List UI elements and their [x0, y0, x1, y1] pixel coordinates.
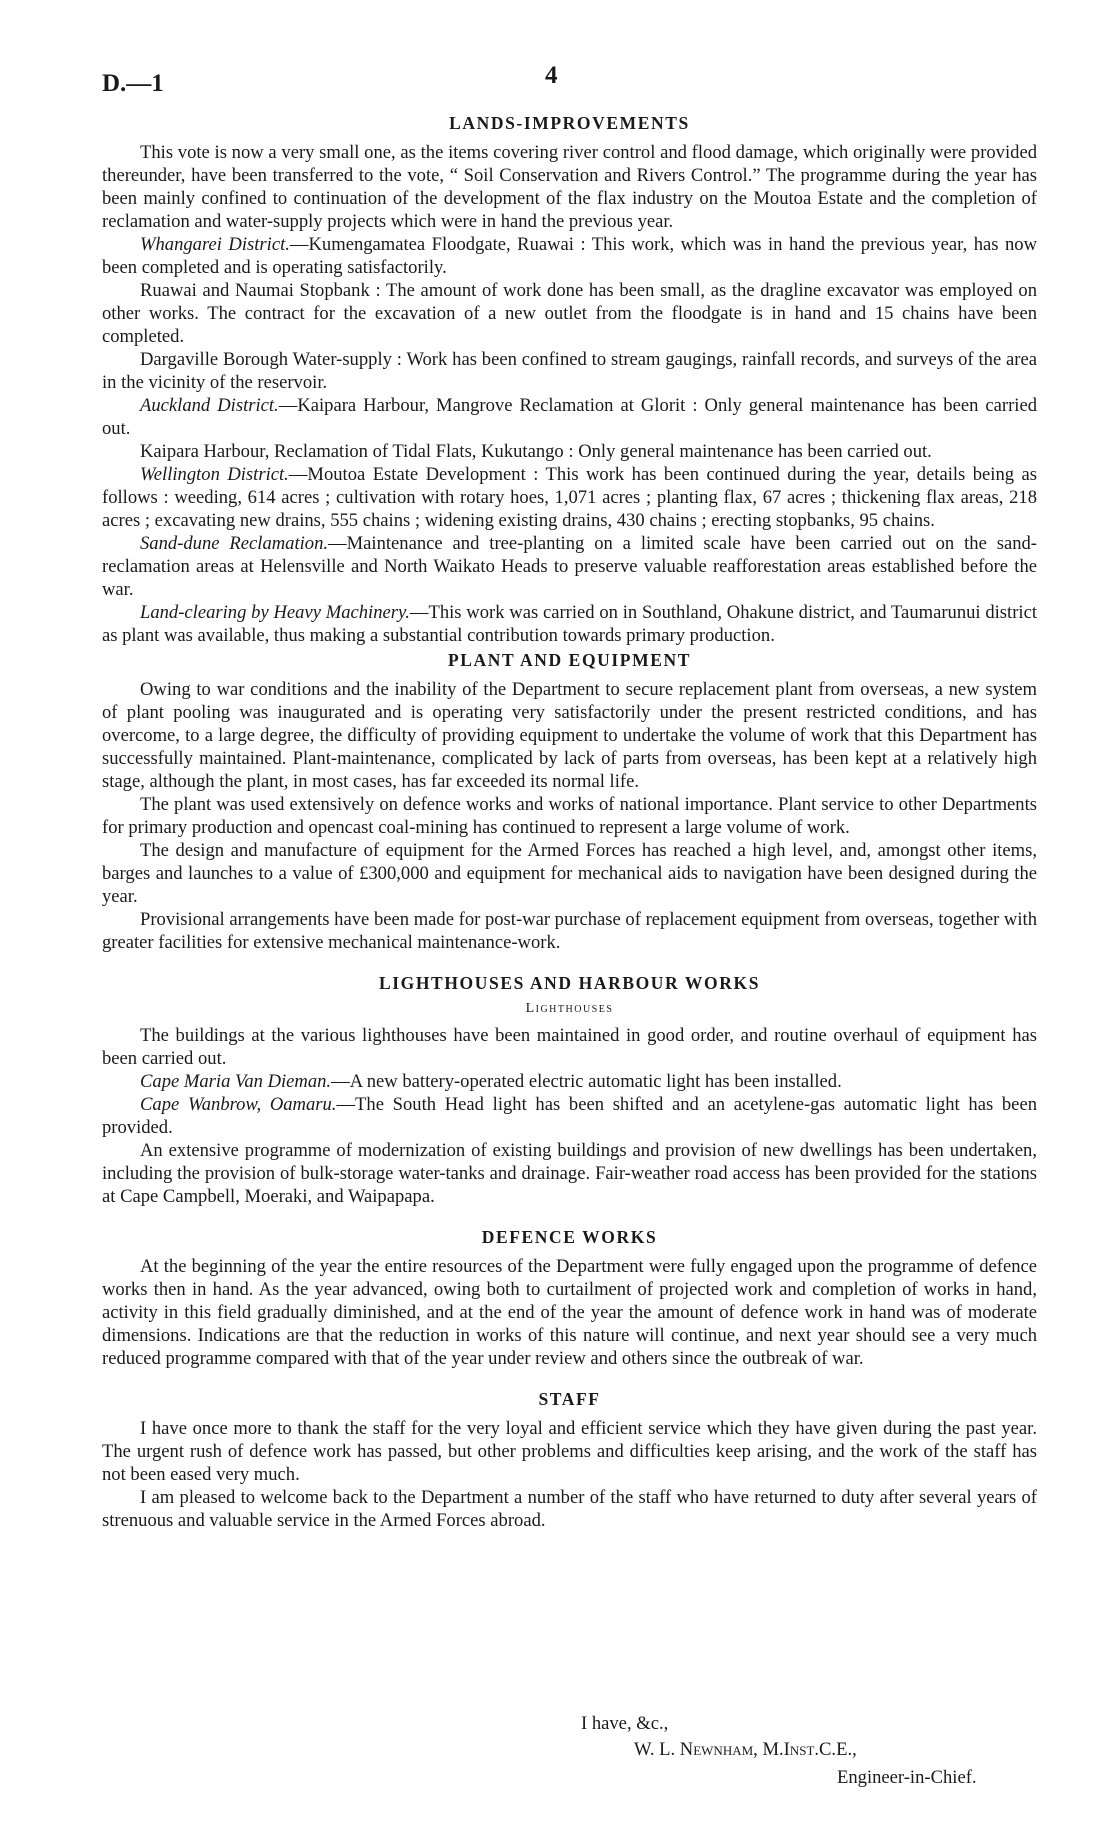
- paragraph: [102, 1070, 1037, 1093]
- district-label: Auckland District.: [140, 395, 279, 416]
- paragraph: [102, 233, 1037, 279]
- section-heading-defence-works: DEFENCE WORKS: [481, 1227, 658, 1247]
- paragraph-text: —The South Head light has been shifted and an acetylene-gas automatic light has been provided.: [102, 1094, 1037, 1138]
- paragraph: At the beginning of the year the entire resources of the Department were fully engaged upon the programme of defence works then in hand. As the year advanced, owing both to curtailment of projected work and completion of works in hand, activity in this field gradually diminished, and at the end of the year the amount of defence work in hand was of moderate dimensions. Indications are that the reduction in works of this nature will continue, and next year should see a very much reduced programme compared with that of the year under review and others since the outbreak of war.: [102, 1256, 1037, 1369]
- paragraph: [102, 1093, 1037, 1139]
- section-heading-lighthouses: LIGHTHOUSES AND HARBOUR WORKS: [378, 973, 761, 993]
- paragraph: Dargaville Borough Water-supply : Work has been confined to stream gaugings, rainfall records, and surveys of the area in the vicinity of the reservoir.: [102, 349, 1037, 393]
- paragraph: Owing to war conditions and the inability of the Department to secure replacement plant from overseas, a new system of plant pooling was inaugurated and is operating very satisfactorily under the present restricted conditions, and has overcome, to a large degree, the difficulty of providing equipment to undertake the volume of work that this Department has successfully maintained. Plant-maintenance, complicated by lack of parts from overseas, has been kept at a relatively high stage, although the plant, in most cases, has far exceeded its normal life.: [102, 679, 1037, 792]
- paragraph: [102, 532, 1037, 601]
- page-header: [0, 62, 1114, 102]
- paragraph: [102, 601, 1037, 647]
- paragraph: An extensive programme of modernization of existing buildings and provision of new dwellings has been undertaken, including the provision of bulk-storage water-tanks and drainage. Fair-weather road access has been provided for the stations at Cape Campbell, Moeraki, and Waipapapa.: [102, 1140, 1037, 1207]
- paragraph: Provisional arrangements have been made for post-war purchase of replacement equipment from overseas, together with greater facilities for extensive mechanical maintenance-work.: [102, 909, 1037, 953]
- paragraph-text: —This work was carried on in Southland, Ohakune district, and Taumarunui district as plant was available, thus making a substantial contribution towards primary production.: [102, 602, 1037, 646]
- district-label: Wellington District.: [140, 464, 289, 485]
- section-heading-staff: STAFF: [538, 1389, 601, 1409]
- paragraph: Kaipara Harbour, Reclamation of Tidal Flats, Kukutango : Only general maintenance has been carried out.: [140, 441, 932, 462]
- paragraph: This vote is now a very small one, as the items covering river control and flood damage, which originally were provided thereunder, have been transferred to the vote, “ Soil Conservation and Rivers Control.” The programme during the year has been mainly confined to continuation of the development of the flax industry on the Moutoa Estate and the completion of reclamation and water-supply projects which were in hand the previous year.: [102, 142, 1037, 232]
- signoff-name: W. L. Newnham, M.Inst.C.E.,: [634, 1739, 857, 1760]
- document-body: [102, 112, 1037, 1532]
- paragraph: The buildings at the various lighthouses have been maintained in good order, and routine overhaul of equipment has been carried out.: [102, 1025, 1037, 1069]
- location-label: Cape Maria Van Dieman.: [140, 1071, 332, 1092]
- section-lands-improvements: [102, 112, 1037, 647]
- paragraph: [102, 463, 1037, 532]
- section-heading-lands-improvements: LANDS-IMPROVEMENTS: [449, 113, 690, 133]
- section-subheading-lighthouses: Lighthouses: [525, 1001, 614, 1016]
- paragraph: The design and manufacture of equipment for the Armed Forces has reached a high level, and, amongst other items, barges and launches to a value of £300,000 and equipment for mechanical aids to navigation have been designed during the year.: [102, 840, 1037, 907]
- paragraph-text: —Kaipara Harbour, Mangrove Reclamation at Glorit : Only general maintenance has been carried out.: [102, 395, 1037, 439]
- paragraph: I have once more to thank the staff for the very loyal and efficient service which they have given during the past year. The urgent rush of defence work has passed, but other problems and difficulties keep arising, and the work of the staff has not been eased very much.: [102, 1418, 1037, 1485]
- topic-label: Land-clearing by Heavy Machinery.: [140, 602, 410, 623]
- page-number: 4: [545, 62, 558, 89]
- paragraph: Ruawai and Naumai Stopbank : The amount of work done has been small, as the dragline excavator was employed on other works. The contract for the excavation of a new outlet from the floodgate is in hand and 15 chains have been completed.: [102, 280, 1037, 347]
- section-staff: [102, 1370, 1037, 1532]
- section-plant-equipment: [102, 647, 1037, 954]
- topic-label: Sand-dune Reclamation.: [140, 533, 329, 554]
- section-lighthouses-harbour-works: [102, 954, 1037, 1208]
- document-reference: D.—1: [102, 70, 164, 97]
- paragraph-text: —Kumengamatea Floodgate, Ruawai : This work, which was in hand the previous year, has now been completed and is operating satisfactorily.: [102, 234, 1037, 278]
- paragraph: I am pleased to welcome back to the Department a number of the staff who have returned to duty after several years of strenuous and valuable service in the Armed Forces abroad.: [102, 1487, 1037, 1531]
- section-defence-works: [102, 1208, 1037, 1370]
- paragraph-text: —Maintenance and tree-planting on a limited scale have been carried out on the sand-reclamation areas at Helensville and North Waikato Heads to preserve valuable reafforestation areas established before the war.: [102, 533, 1037, 600]
- signoff-title: Engineer-in-Chief.: [837, 1767, 977, 1788]
- paragraph-text: —A new battery-operated electric automatic light has been installed.: [331, 1071, 842, 1092]
- paragraph-text: —Moutoa Estate Development : This work has been continued during the year, details being as follows : weeding, 614 acres ; cultivation with rotary hoes, 1,071 acres ; planting flax, 67 acres ; thickening flax areas, 218 acres ; excavating new drains, 555 chains ; widening existing drains, 430 chains ; erecting stopbanks, 95 chains.: [102, 464, 1037, 531]
- paragraph: The plant was used extensively on defence works and works of national importance. Plant service to other Departments for primary production and opencast coal-mining has continued to represent a large volume of work.: [102, 794, 1037, 838]
- section-heading-plant-equipment: PLANT AND EQUIPMENT: [447, 650, 691, 670]
- signoff-greeting: I have, &c.,: [581, 1713, 669, 1734]
- location-label: Cape Wanbrow, Oamaru.: [140, 1094, 337, 1115]
- district-label: Whangarei District.: [140, 234, 290, 255]
- paragraph: [102, 394, 1037, 440]
